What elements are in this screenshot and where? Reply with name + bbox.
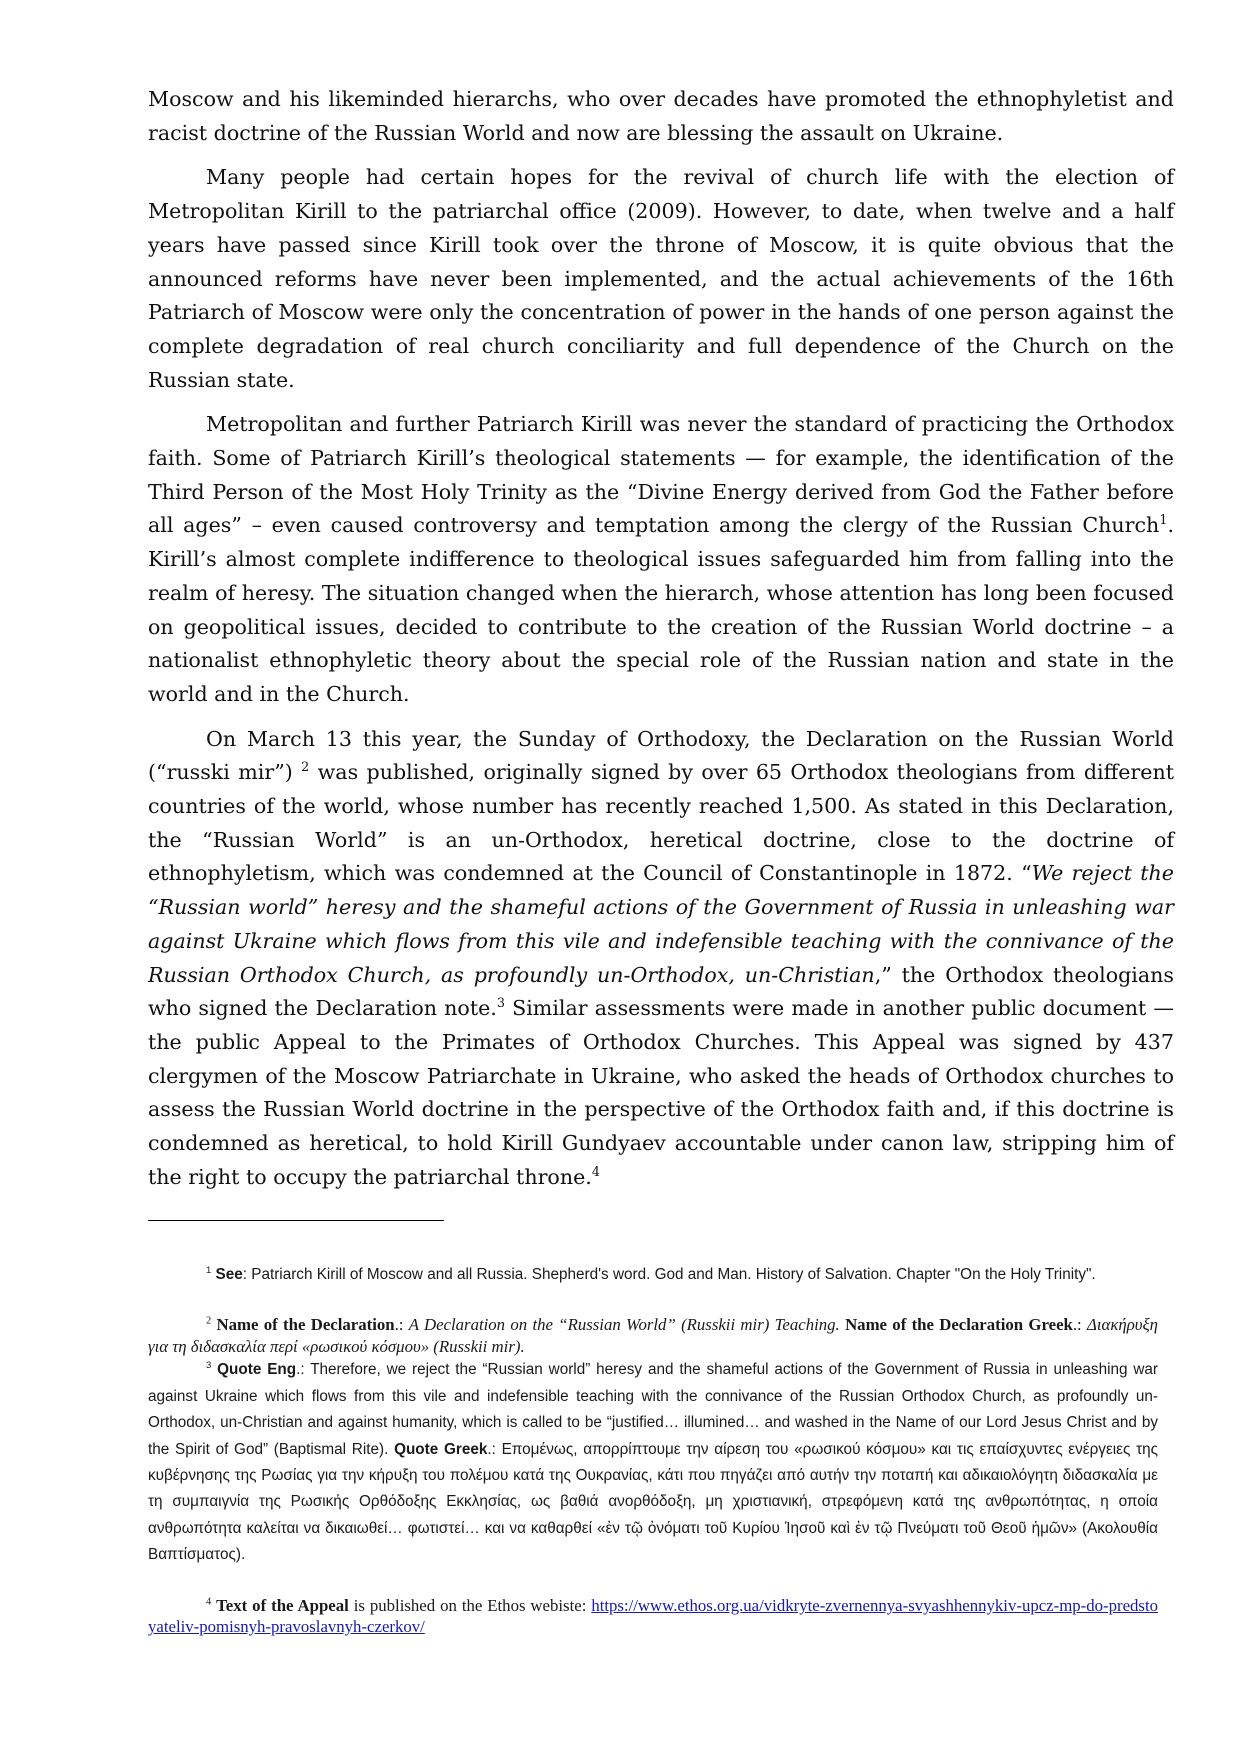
paragraph-4-text-c: ,” the Orthodox theologians who signed the Declaration note. <box>148 962 1174 1021</box>
footnote-ref-3[interactable]: 3 <box>496 996 505 1012</box>
paragraph-3-text-a: Metropolitan and further Patriarch Kirill was never the standard of practicing the Orthodox faith. Some of Patriarch Kirill’s theological statements — for example, the identification of the Third Person of the Most Holy Trinity as the “Divine Energy derived from God the Father before all ages” – even caused controversy and temptation among the clergy of the Russian Church <box>148 412 1174 538</box>
footnote-3-label-1: Quote Eng <box>217 1361 297 1379</box>
footnote-2-title-gr: Διακήρυξη για τη διδασκαλία περί «ρωσικού κόσμου» (Russkii mir). <box>148 1315 1158 1356</box>
footnote-1-text: : Patriarch Kirill of Moscow and all Russia. Shepherd's word. God and Man. History of Salvation. Chapter "On the Holy Trinity". <box>242 1266 1096 1283</box>
paragraph-2-text: Many people had certain hopes for the revival of church life with the election of Metropolitan Kirill to the patriarchal office (2009). However, to date, when twelve and a half years have passed since Kirill took over the throne of Moscow, it is quite obvious that the announced reforms have never been implemented, and the actual achievements of the 16th Patriarch of Moscow were only the concentration of power in the hands of one person against the complete degradation of real church conciliarity and full dependence of the Church on the Russian state. <box>148 165 1174 392</box>
paragraph-1 <box>148 83 1174 150</box>
paragraph-1-text: Moscow and his likeminded hierarchs, who over decades have promoted the ethnophyletist and racist doctrine of the Russian World and now are blessing the assault on Ukraine. <box>148 87 1174 145</box>
footnote-2-label-1: Name of the Declaration <box>216 1315 395 1335</box>
footnote-2-sep-1: .: <box>394 1315 409 1335</box>
footnote-2-number: 2 <box>206 1315 212 1327</box>
paragraph-4-text-b: was published, originally signed by over 65 Orthodox theologians from different countries of the world, whose number has recently reached 1,500. As stated in this Declaration, the “Russian World” is an un-Orthodox, heretical doctrine, close to the doctrine of ethnophyletism, which was condemned at the Council of Constantinople in 1872. “ <box>148 760 1174 886</box>
footnote-4-number: 4 <box>206 1596 212 1608</box>
footnote-2 <box>148 1314 1158 1357</box>
footnote-1-label: See <box>215 1266 243 1283</box>
paragraph-3 <box>148 408 1174 711</box>
footnote-1 <box>148 1262 1158 1288</box>
footnote-ref-1[interactable]: 1 <box>1159 513 1168 529</box>
footnote-ref-4[interactable]: 4 <box>591 1164 600 1180</box>
footnote-4 <box>148 1595 1158 1638</box>
paragraph-3-text-b: . Kirill’s almost complete indifference to theological issues safeguarded him from falling into the realm of heresy. The situation changed when the hierarch, whose attention has long been focused on geopolitical issues, decided to contribute to the creation of the Russian World doctrine – a nationalist ethnophyletic theory about the special role of the Russian nation and state in the world and in the Church. <box>148 513 1174 706</box>
footnote-2-label-2: Name of the Declaration Greek <box>845 1315 1073 1335</box>
paragraph-2 <box>148 161 1174 397</box>
footnote-4-text: is published on the Ethos webiste: <box>348 1595 592 1615</box>
paragraph-4-text-d: Similar assessments were made in another public document — the public Appeal to the Primates of Orthodox Churches. This Appeal was signed by 437 clergymen of the Moscow Patriarchate in Ukraine, who asked the heads of Orthodox churches to assess the Russian World doctrine in the perspective of the Orthodox faith and, if this doctrine is condemned as heretical, to hold Kirill Gundyaev accountable under canon law, stripping him of the right to occupy the patriarchal throne. <box>148 996 1175 1189</box>
footnote-2-sep-2: .: <box>1072 1315 1088 1335</box>
ethos-appeal-link[interactable]: https://www.ethos.org.ua/vidkryte-zvernennya-svyashhennykiv-upcz-mp-do-predstoyateliv-pomisnyh-pravoslavnyh-czerkov/ <box>148 1595 1159 1637</box>
paragraph-4-quote: We reject the “Russian world” heresy and the shameful actions of the Government of Russia in unleashing war against Ukraine which flows from this vile and indefensible teaching with the connivance of the Russian Orthodox Church, as profoundly un-Orthodox, un-Christian <box>148 861 1174 987</box>
footnote-3-text-2: .: Επομένως, απορρίπτουμε την αίρεση του «ρωσικού κόσμου» και τις επαίσχυντες ενέργειες της κυβέρνησης της Ρωσίας για την κήρυξη του πολέμου κατά της Ουκρανίας, κάτι που πηγάζει από αυτήν την ποταπή και αδικαιολόγητη διδασκαλία με τη συμπαιγνία της Ρωσικής Ορθόδοξης Εκκλησίας, ως βαθιά ανορθόδοξη, μη χριστιανική, στρεφόμενη κατά της ανθρωπότητας, η οποία ανθρωπότητα καλείται να δικαιωθεί… φωτιστεί… και να καθαρθεί «ἐν τῷ ὀνόματι τοῦ Κυρίου Ἰησοῦ καὶ ἐν τῷ Πνεύματι τοῦ Θεοῦ ἡμῶν» (Ακολουθία Βαπτίσματος). <box>148 1440 1159 1564</box>
footnote-3-text-1: .: Therefore, we reject the “Russian world” heresy and the shameful actions of the Government of Russia in unleashing war against Ukraine which flows from this vile and indefensible teaching with the connivance of the Russian Orthodox Church, as profoundly un-Orthodox, un-Christian and against humanity, which is called to be “justified… illumined… and washed in the Name of our Lord Jesus Christ and by the Spirit of God” (Baptismal Rite). <box>148 1361 1158 1458</box>
footnote-3 <box>148 1357 1158 1568</box>
footnote-1-number: 1 <box>206 1264 212 1276</box>
footnote-2-title-en: A Declaration on the “Russian World” (Russkii mir) Teaching. <box>408 1315 840 1335</box>
footnote-separator <box>148 1220 444 1221</box>
body-text <box>148 83 1174 1206</box>
footnote-4-label: Text of the Appeal <box>216 1595 349 1615</box>
footnote-3-number: 3 <box>206 1360 212 1372</box>
paragraph-4-text-a: On March 13 this year, the Sunday of Orthodoxy, the Declaration on the Russian World (“russki mir”) <box>148 726 1174 785</box>
footnote-3-label-2: Quote Greek <box>394 1440 488 1458</box>
footnote-ref-2[interactable]: 2 <box>301 760 310 776</box>
footnotes <box>148 1262 1158 1638</box>
paragraph-4 <box>148 723 1174 1195</box>
